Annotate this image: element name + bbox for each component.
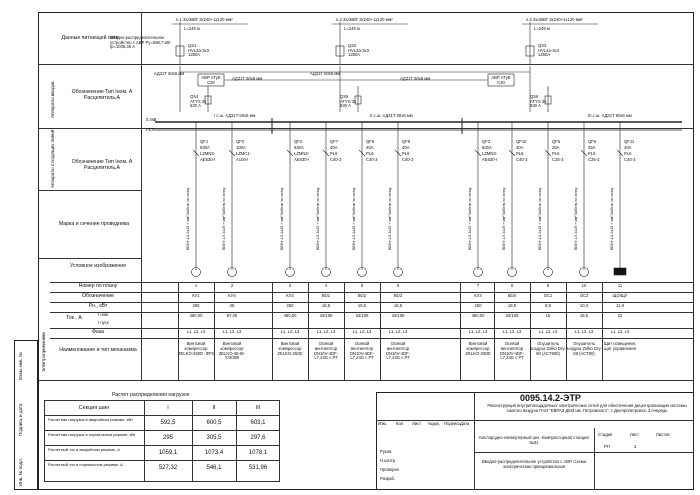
length-note-2: L=249 м <box>344 26 360 31</box>
length-note-3: L=249 м <box>534 26 550 31</box>
feeder-mechanism: Осушитель воздуха Zelko Dry-08 (АСТ80) <box>566 341 602 356</box>
feeder-breaker-type: LZMN3- <box>482 151 498 156</box>
calc-col-divider <box>144 400 145 482</box>
stamp-col-header: Подпись <box>444 421 461 426</box>
feeder-breaker-type: PL6 <box>624 151 632 156</box>
feeder-breaker-type: PL6 <box>366 151 374 156</box>
feeder-plan-no: 1 <box>194 283 198 288</box>
feeder-designation: ВО1 <box>321 293 331 298</box>
stamp-role: Н.контр. <box>380 458 397 463</box>
feeder-plan-no: 7 <box>476 283 480 288</box>
side-stamp-replace: Взам. инв. № <box>18 352 23 380</box>
label-consumers: Электроприемники <box>41 332 46 372</box>
label-apparatus-out: Аппараты отходящих линий <box>50 129 55 188</box>
stamp-divider <box>376 420 694 421</box>
feeder-designation: КУ2 <box>286 293 294 298</box>
feeder-cable: ВВГнг-LS 4х25 + мм² Кабель по лотку <box>222 187 226 250</box>
stamp-code: 0095.14.2-ЭТР <box>520 393 581 403</box>
stamp-role: Проверил <box>380 467 400 472</box>
calc-row-value: 305,5 <box>206 435 222 441</box>
feeder-col-divider <box>602 282 603 380</box>
feeder-mechanism: Винтовой компрессор ZELKO-250D <box>465 341 491 356</box>
feeder-inom: 22 <box>617 313 623 318</box>
qs1-label: QS1 HVL4a-3x3 1250А <box>188 43 209 58</box>
feeder-plan-no: 5 <box>360 283 364 288</box>
feeder-breaker-trip: C40-3 <box>516 157 528 162</box>
calc-row-value: 1073,4 <box>204 450 224 456</box>
feeder-phase: L1, L2, L3 <box>468 329 488 334</box>
feeder-designation: ВО4 <box>507 293 517 298</box>
feeder-phase: L1, L2, L3 <box>574 329 594 334</box>
feeder-breaker-qf: QF1 <box>200 139 209 144</box>
stamp-role: Разраб. <box>380 476 396 481</box>
calc-row-label: Расчетная нагрузка в аварийном режиме, кВт <box>48 417 133 422</box>
stamp-stage-h: Стадия <box>598 432 613 437</box>
feeder-breaker-trip: C40-3 <box>366 157 378 162</box>
calc-row-value: 531,96 <box>248 465 268 471</box>
feeder-breaker-type: PL6 <box>552 151 560 156</box>
feeder-breaker-qf: QF9 <box>402 139 411 144</box>
feeder-breaker-i: 25А <box>552 145 560 150</box>
feeder-pn: 250 <box>192 303 200 308</box>
section-1: I с.ш. АД31Т 60х6 мм <box>214 113 256 118</box>
feeder-breaker-qf: QF6 <box>588 139 597 144</box>
avr-2: АВР АТуЕ С30 <box>491 75 511 85</box>
cable-tag-1: АД31Т 60х6 мм <box>154 71 185 76</box>
feeder-cable: ВВГнг-LS 4х25 + мм² Кабель по лотку <box>316 187 320 250</box>
length-note-1: L=249 м <box>184 26 200 31</box>
feeder-cable: ВВГнг-LS 4х25 + мм² Кабель по лотку <box>388 187 392 250</box>
feeder-pn: 18,5 <box>321 303 331 308</box>
feeder-mechanism: Винтовой компрессор ZELKO-250D <box>277 341 303 356</box>
feeder-breaker-i: 25А <box>588 145 596 150</box>
feeder-breaker-i: 40А <box>330 145 338 150</box>
feeder-plan-no: 3 <box>288 283 292 288</box>
stamp-divider <box>594 428 595 490</box>
feeder-pn: 250 <box>286 303 294 308</box>
feeder-designation: ОС1 <box>543 293 553 298</box>
stamp-sheet-title: Вводно-распределительное устройство с АВР. Схема электрическая принципиальная <box>481 459 587 469</box>
calc-row-value: 546,1 <box>206 465 222 471</box>
feeder-designation: КУ4 <box>228 293 236 298</box>
feeder-cable: ВВГнг-LS 4х25 + мм² Кабель по лотку <box>538 187 542 250</box>
feeder-inom: 34/108 <box>355 313 369 318</box>
qs6-label: QS6 ATYS 3s 630 А <box>530 94 547 109</box>
qs5-label: QS5 ATYS 3s 630 А <box>340 94 357 109</box>
calc-header-section: Секция шин <box>78 405 110 411</box>
feeder-breaker-type: PL6 <box>588 151 596 156</box>
feeder-pn: 18,5 <box>393 303 403 308</box>
calc-header-col: II <box>212 405 216 411</box>
label-plan-no: Номер по плану <box>78 283 118 289</box>
calc-row-value: 600,5 <box>206 420 222 426</box>
section-2: II с.ш. АД31Т 60х6 мм <box>370 113 413 118</box>
stamp-col-header: №док. <box>428 421 441 426</box>
stamp-col-header: Изм. <box>378 421 387 426</box>
feeder-breaker-qf: QF3 <box>482 139 491 144</box>
feeder-phase: L1, L2, L3 <box>502 329 522 334</box>
feeder-plan-no: 6 <box>396 283 400 288</box>
feeder-cable: ВВГнг-LS 4х25 + мм² Кабель по лотку <box>186 187 190 250</box>
calc-row-label: Расчетная нагрузка в нормальном режиме, кВт <box>48 432 136 437</box>
calc-col-divider <box>236 400 237 482</box>
label-current: Ток , А <box>66 315 82 321</box>
feeder-breaker-type: PL6 <box>402 151 410 156</box>
feeder-breaker-trip: C25-3 <box>552 157 564 162</box>
feeder-pn: 10,3 <box>579 303 589 308</box>
calc-row-value: 297,6 <box>250 435 266 441</box>
bus-pen-label: PEN <box>146 127 155 132</box>
feeder-breaker-type: LZMN3- <box>294 151 310 156</box>
feeder-phase: L1, L2, L3 <box>280 329 300 334</box>
feeder-breaker-trip: C25-3 <box>588 157 600 162</box>
calc-row-value: 527,32 <box>158 465 178 471</box>
feeder-inom: 460,00 <box>471 313 485 318</box>
feeder-breaker-qf: QF2 <box>236 139 245 144</box>
feeder-designation: КУ3 <box>474 293 482 298</box>
feeder-plan-no: 10 <box>581 283 587 288</box>
feeder-inom: 34/108 <box>391 313 405 318</box>
feeder-designation: ВО2 <box>357 293 367 298</box>
feeder-col-divider <box>380 282 381 380</box>
feeder-breaker-type: PL6 <box>516 151 524 156</box>
supply-note-2: n.2 3хАВВГ 3х240+1х120 мм² <box>336 17 393 22</box>
feeder-pn: 18,5 <box>507 303 517 308</box>
feeder-inom: 15 <box>545 313 551 318</box>
feeder-phase: L1, L2, L3 <box>222 329 242 334</box>
feeder-cable: ВВГнг-LS 4х25 + мм² Кабель по лотку <box>280 187 284 250</box>
feeder-col-divider <box>494 282 495 380</box>
feeder-breaker-trip: AE630-I <box>294 157 310 162</box>
feeder-col-divider <box>566 282 567 380</box>
feeder-pn: 18,5 <box>357 303 367 308</box>
calc-row-divider <box>44 415 280 416</box>
stamp-divider <box>474 392 475 490</box>
stamp-col-header: Дата <box>460 421 470 426</box>
feeder-breaker-type: PL6 <box>330 151 338 156</box>
feeder-pn: 11,9 <box>616 303 624 308</box>
bus-kv-label: 0.4кВ <box>146 117 157 122</box>
feeder-designation: ВО3 <box>393 293 403 298</box>
calc-row-value: 1078,1 <box>248 450 268 456</box>
stamp-object: Кислородно-конвертерный цех. Компрессорная станция №31 <box>479 435 589 445</box>
calc-row-value: 592,5 <box>160 420 176 426</box>
feeder-breaker-i: 40А <box>624 145 632 150</box>
feeder-phase: L1, L2, L3 <box>186 329 206 334</box>
feeder-designation: КУ1 <box>192 293 200 298</box>
feeder-inom: 87,00 <box>226 313 238 318</box>
stamp-project: Реконструкция внутриплощадочных электрических сетей для обеспечения децентрализации системы сжатого воздуха ПАО "ЕВРАЗ ДМЗ им. Петровского", г. Днепропетровск. 3 очередь <box>487 403 687 413</box>
feeder-mechanism: Винтовой компрессор ZELKO-250D -ФР2 <box>178 341 214 356</box>
feeder-breaker-trip: A100-I <box>236 157 249 162</box>
feeder-col-divider <box>460 282 461 380</box>
label-apparatus-in-desc: Обозначение Тип Iном, А Расцепитель,А <box>71 89 133 101</box>
feeder-col-divider <box>178 282 179 380</box>
label-cable: Марка и сечение проводника <box>58 221 130 227</box>
feeder-plan-no: 4 <box>324 283 328 288</box>
feeder-cable: ВВГнг-LS 4х25 + мм² Кабель по лотку <box>610 187 614 250</box>
feeder-breaker-type: LZMN3- <box>200 151 216 156</box>
feeder-cable: ВВГнг-LS 4х25 + мм² Кабель по лотку <box>574 187 578 250</box>
feeder-breaker-i: 40А <box>402 145 410 150</box>
calc-col-divider <box>192 400 193 482</box>
feeder-inom: 34/108 <box>319 313 333 318</box>
label-pn: Рн., кВт <box>88 303 108 309</box>
feeder-breaker-i: 40А <box>366 145 374 150</box>
calc-row-value: 1059,1 <box>158 450 178 456</box>
feeder-plan-no: 11 <box>617 283 623 288</box>
calc-row-value: 603,1 <box>250 420 266 426</box>
feeder-breaker-i: 40А <box>516 145 524 150</box>
label-inom: I ном <box>98 312 108 317</box>
feeder-mechanism: Осевой вентилятор DN10V-4DF-L7,24G с РТ <box>500 341 524 361</box>
stamp-sheets-h: Листов <box>656 432 670 437</box>
label-designation: Обозначение <box>81 293 115 299</box>
supply-note-3: n.3 3хАВВГ 3х240+1х120 мм² <box>526 17 583 22</box>
feeder-breaker-i: 630А <box>482 145 492 150</box>
calc-row-label: Расчетный ток в нормальном режиме, А <box>48 462 123 467</box>
feeder-phase: L1, L2, L3 <box>388 329 408 334</box>
feeder-phase: L1, L2, L3 <box>610 329 630 334</box>
feeder-designation: ЩО/ЩУ <box>612 293 628 298</box>
feeder-designation: ОС2 <box>579 293 589 298</box>
cable-tag-3: АД31Т 60х6 мм <box>310 71 341 76</box>
feeder-breaker-trip: C40-3 <box>330 157 342 162</box>
feeder-phase: L1, L2, L3 <box>352 329 372 334</box>
supply-note-1: n.1 3хАВВГ 3х240+1х120 мм² <box>176 17 233 22</box>
stamp-divider <box>474 452 694 453</box>
calc-row-divider <box>44 430 280 431</box>
feeder-breaker-qf: QF7 <box>330 139 339 144</box>
stamp-role: Руков. <box>380 449 393 454</box>
side-stamp-sign: Подпись и дата <box>18 403 23 436</box>
feeder-mechanism: Осушитель воздуха Zelko Dry-90 (АСТ900) <box>530 341 566 356</box>
stamp-col-header: Кол. <box>396 421 405 426</box>
label-apparatus-out-desc: Обозначение Тип Iном, А Расцепитель,А <box>71 159 133 171</box>
calc-row-label: Расчетный ток в аварийном режиме, А <box>48 447 120 452</box>
feeder-phase: L1, L2, L3 <box>538 329 558 334</box>
feeder-breaker-trip: AE630-I <box>482 157 498 162</box>
feeder-cable: ВВГнг-LS 4х25 + мм² Кабель по лотку <box>468 187 472 250</box>
calc-header-col: I <box>167 405 169 411</box>
label-symbol: Условное изображение <box>69 263 127 269</box>
feeder-col-divider <box>272 282 273 380</box>
label-mechanism: Наименование и тип механизма <box>59 347 137 353</box>
feeder-mechanism: Осевой вентилятор DN10V-4DF-L7,24G с РТ <box>386 341 410 361</box>
feeder-inom: 34/108 <box>505 313 519 318</box>
feeder-plan-no: 9 <box>546 283 550 288</box>
qs4-label: QS4 ATYS 3s 630 А <box>190 94 207 109</box>
feeder-breaker-i: 630А <box>200 145 210 150</box>
feeder-pn: 250 <box>474 303 482 308</box>
feeder-breaker-i: 630А <box>294 145 304 150</box>
feeder-inom: 460,00 <box>189 313 203 318</box>
panel-symbol <box>614 268 626 275</box>
stamp-stage: РП <box>604 444 610 449</box>
label-phase: Фаза <box>91 329 105 335</box>
cable-tag-2: АД31Т 60х6 мм <box>232 76 263 81</box>
stamp-sheet-h: Лист <box>630 432 640 437</box>
feeder-breaker-trip: C40-3 <box>402 157 414 162</box>
stamp-sheet: 3 <box>634 444 637 449</box>
feeder-breaker-i: 100А <box>236 145 246 150</box>
feeder-inom: 460,00 <box>283 313 297 318</box>
feeder-breaker-qf: QF10 <box>516 139 527 144</box>
feeder-breaker-qf: QF11 <box>624 139 635 144</box>
intro-note: Вводно-распределительное устройство с АВР Ру=698,7 кВт Ip=1005,36 А <box>110 35 171 50</box>
feeder-breaker-type: LZMC1- <box>236 151 252 156</box>
cable-tag-4: АД31Т 60х6 мм <box>400 76 431 81</box>
feeder-breaker-qf: QF5 <box>552 139 561 144</box>
feeder-col-divider <box>344 282 345 380</box>
feeder-mechanism: Щит освещения, щит управления <box>603 341 637 351</box>
feeder-breaker-qf: QF2 <box>294 139 303 144</box>
feeder-mechanism: Винтовой компрессор ZELKO-45-IE-Y/3/380 <box>218 341 246 361</box>
section-3: III с.ш. АД31Т 60х6 мм <box>588 113 632 118</box>
feeder-pn: 45 <box>229 303 235 308</box>
calc-title: Расчет распределения нагрузок <box>112 392 189 398</box>
feeder-col-divider <box>214 282 215 380</box>
feeder-breaker-qf: QF8 <box>366 139 375 144</box>
stamp-col-header: Лист <box>412 421 422 426</box>
feeder-pn: 8,9 <box>545 303 551 308</box>
calc-row-divider <box>44 445 280 446</box>
feeder-breaker-trip: AE630-I <box>200 157 216 162</box>
calc-row-value: 295 <box>162 435 173 441</box>
feeder-cable: ВВГнг-LS 4х25 + мм² Кабель по лотку <box>352 187 356 250</box>
feeder-cable: ВВГнг-LS 4х25 + мм² Кабель по лотку <box>502 187 506 250</box>
feeder-mechanism: Осевой вентилятор DN10V-4DF-L7,24G с РТ <box>350 341 374 361</box>
feeder-col-divider <box>530 282 531 380</box>
label-apparatus-in: Аппараты вводов <box>50 81 55 118</box>
feeder-phase: L1, L2, L3 <box>316 329 336 334</box>
calc-row-divider <box>44 460 280 461</box>
feeder-inom: 18,5 <box>579 313 589 318</box>
feeder-col-divider <box>308 282 309 380</box>
side-stamp-inv: Инв. № подл. <box>18 457 23 486</box>
qs2-label: QS2 HVL4a-3x3 1250А <box>348 43 369 58</box>
calc-header-col: III <box>255 405 261 411</box>
qs3-label: QS3 HVL4a-3x3 1250А <box>538 43 559 58</box>
label-ipusk: I пуск <box>98 320 109 325</box>
feeder-mechanism: Осевой вентилятор DN10V-4DF-L7,24G с РТ <box>314 341 338 361</box>
feeder-plan-no: 2 <box>230 283 234 288</box>
feeder-breaker-trip: C40-3 <box>624 157 636 162</box>
avr-1: АВР АТуЕ С30 <box>201 75 221 85</box>
label-supply: Данные питающей сети <box>61 35 119 41</box>
feeder-plan-no: 8 <box>510 283 514 288</box>
